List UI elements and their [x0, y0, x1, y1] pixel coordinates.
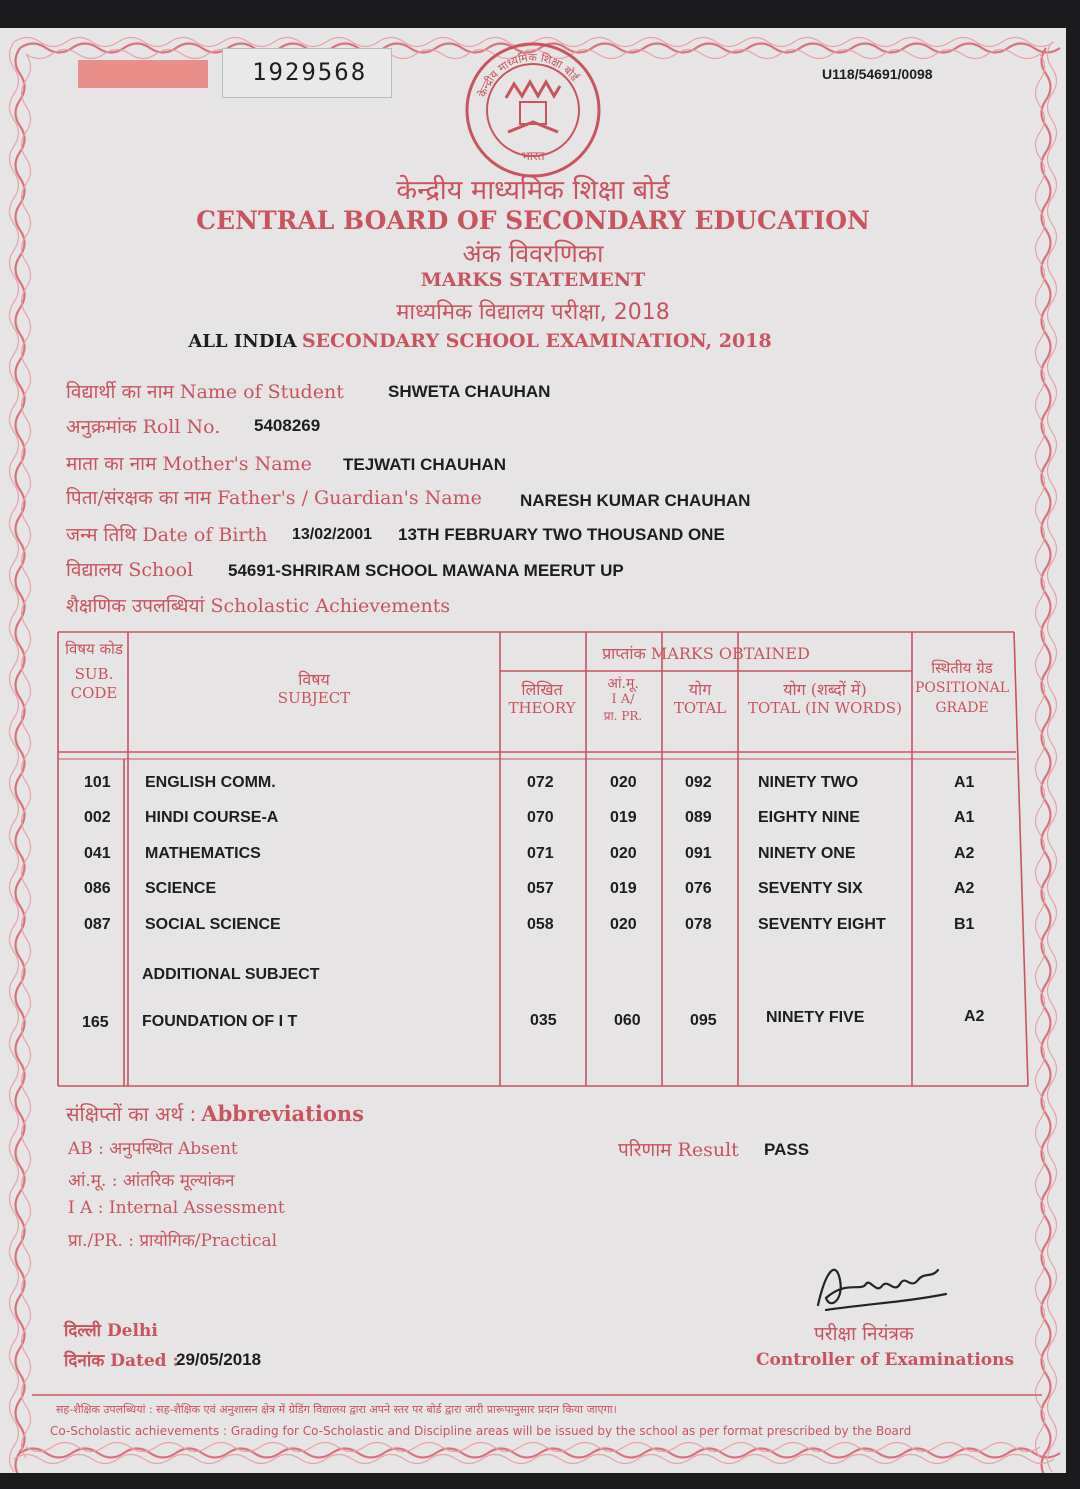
board-name-english: CENTRAL BOARD OF SECONDARY EDUCATION — [196, 206, 870, 235]
exam-english: SECONDARY SCHOOL EXAMINATION, 2018 — [301, 330, 772, 352]
cell-code: 165 — [82, 1014, 109, 1031]
cell-subject: ENGLISH COMM. — [145, 774, 276, 791]
header-words-hi: योग (शब्दों में) — [783, 680, 867, 699]
cell-ia: 020 — [610, 774, 637, 791]
cell-subject: MATHEMATICS — [145, 845, 261, 862]
cell-ia: 019 — [610, 809, 637, 826]
mother-name: TEJWATI CHAUHAN — [343, 455, 507, 474]
header-total — [662, 680, 738, 718]
dob-words: 13TH FEBRUARY TWO THOUSAND ONE — [398, 525, 725, 544]
controller-hindi: परीक्षा नियंत्रक — [814, 1323, 914, 1345]
cell-total: 095 — [690, 1012, 717, 1029]
header-sub-code — [60, 640, 128, 703]
abbr-title-en: Abbreviations — [201, 1101, 364, 1126]
student-name: SHWETA CHAUHAN — [388, 382, 551, 401]
cell-code: 041 — [84, 845, 111, 862]
cell-grade: B1 — [954, 916, 975, 933]
note-hindi: सह-शैक्षिक उपलब्धियां : सह-शैक्षिक एवं अनुशासन क्षेत्र में ग्रेडिंग विद्यालय द्वारा अपने स्तर पर बोर्ड द्वारा जारी प्रारूपानुसार प्रदान किया जाएगा। — [56, 1403, 617, 1416]
header-positional-grade — [912, 658, 1012, 718]
doc-title-english: MARKS STATEMENT — [420, 269, 646, 291]
cell-grade: A1 — [954, 809, 975, 826]
cell-total: 092 — [685, 774, 712, 791]
abbr-ia-hindi: आं.मू. : आंतरिक मूल्यांकन — [68, 1171, 235, 1191]
header-ia-pr: प्रा. PR. — [603, 709, 643, 723]
cell-subject: HINDI COURSE-A — [145, 809, 279, 826]
cell-total: 076 — [685, 880, 712, 897]
header-subject — [130, 670, 498, 708]
school-label: विद्यालय School — [66, 559, 194, 581]
abbr-internal-assessment: I A : Internal Assessment — [68, 1198, 285, 1218]
header-marks-obtained: प्राप्तांक MARKS OBTAINED — [602, 644, 810, 663]
cell-ia: 020 — [610, 916, 637, 933]
cell-words: SEVENTY EIGHT — [758, 916, 886, 933]
cell-words: EIGHTY NINE — [758, 809, 860, 826]
cell-code: 101 — [84, 774, 111, 791]
scholastic-label: शैक्षणिक उपलब्धियां Scholastic Achievements — [66, 595, 451, 617]
cell-total: 091 — [685, 845, 712, 862]
header-total-words — [738, 680, 912, 718]
header-theory-en: THEORY — [508, 699, 576, 717]
controller-signature — [806, 1250, 956, 1320]
cell-words: NINETY FIVE — [766, 1009, 865, 1026]
cell-words: SEVENTY SIX — [758, 880, 863, 897]
footer-divider — [32, 1394, 1042, 1396]
dob-label: जन्म तिथि Date of Birth — [66, 524, 268, 546]
abbr-absent: AB : अनुपस्थित Absent — [68, 1139, 238, 1159]
cell-code: 002 — [84, 809, 111, 826]
cell-theory: 058 — [527, 916, 554, 933]
header-ia — [585, 676, 661, 724]
header-ia-hi: आं.मू. — [607, 676, 639, 692]
logo-text-mid: भारत — [521, 149, 545, 163]
board-name-hindi: केन्द्रीय माध्यमिक शिक्षा बोर्ड — [396, 175, 670, 206]
additional-subject-label: ADDITIONAL SUBJECT — [142, 966, 320, 983]
header-grade-en2: GRADE — [935, 700, 989, 716]
cell-total: 089 — [685, 809, 712, 826]
exam-prefix: ALL INDIA — [188, 331, 297, 352]
cell-code: 086 — [84, 880, 111, 897]
header-code-hi: विषय कोड — [65, 640, 123, 658]
serial-number: 1929568 — [252, 58, 368, 86]
doc-title-hindi: अंक विवरणिका — [462, 239, 604, 268]
cell-total: 078 — [685, 916, 712, 933]
header-code-en2: CODE — [70, 684, 118, 702]
header-code-en1: SUB. — [74, 665, 114, 683]
header-theory-hi: लिखित — [521, 680, 563, 699]
school-value: 54691-SHRIRAM SCHOOL MAWANA MEERUT UP — [228, 561, 624, 580]
header-ia-en: I A/ — [611, 692, 635, 707]
cell-theory: 070 — [527, 809, 554, 826]
header-theory — [500, 680, 584, 718]
cell-ia: 060 — [614, 1012, 641, 1029]
father-name: NARESH KUMAR CHAUHAN — [520, 491, 751, 510]
abbr-title-hi: संक्षिप्तों का अर्थ : — [66, 1102, 197, 1126]
roll-label: अनुक्रमांक Roll No. — [66, 416, 221, 438]
header-subject-hi: विषय — [298, 670, 330, 689]
abbr-practical: प्रा./PR. : प्रायोगिक/Practical — [68, 1231, 278, 1251]
cell-theory: 072 — [527, 774, 554, 791]
certificate-code: U118/54691/0098 — [822, 66, 933, 82]
cell-theory: 071 — [527, 845, 554, 862]
controller-english: Controller of Examinations — [756, 1350, 1015, 1370]
cell-code: 087 — [84, 916, 111, 933]
exam-hindi: माध्यमिक विद्यालय परीक्षा, 2018 — [396, 300, 670, 325]
cell-theory: 057 — [527, 880, 554, 897]
marks-statement-paper — [0, 28, 1066, 1473]
cell-subject: SCIENCE — [145, 880, 217, 897]
table-rule — [1014, 632, 1028, 1086]
cell-grade: A2 — [954, 845, 975, 862]
cell-ia: 019 — [610, 880, 637, 897]
logo-text-top: केन्द्रीय माध्यमिक शिक्षा बोर्ड — [475, 50, 581, 99]
dated-label: दिनांक Dated : — [64, 1351, 179, 1371]
header-total-hi: योग — [688, 680, 712, 699]
dated-value: 29/05/2018 — [176, 1350, 262, 1369]
abbreviations-title — [66, 1100, 364, 1127]
cell-words: NINETY TWO — [758, 774, 859, 791]
cell-subject: FOUNDATION OF I T — [142, 1013, 298, 1030]
header-grade-hi: स्थितीय ग्रेड — [931, 659, 993, 677]
name-label: विद्यार्थी का नाम Name of Student — [66, 381, 344, 403]
result-value: PASS — [764, 1140, 810, 1159]
roll-number: 5408269 — [254, 416, 321, 435]
note-english: Co-Scholastic achievements : Grading for Co-Scholastic and Discipline areas will be issued by the school as per format prescribed by the Board — [50, 1424, 912, 1438]
mother-label: माता का नाम Mother's Name — [66, 453, 312, 475]
cell-grade: A1 — [954, 774, 975, 791]
header-subject-en: SUBJECT — [277, 689, 351, 707]
cell-grade: A2 — [954, 880, 975, 897]
cell-subject: SOCIAL SCIENCE — [145, 916, 281, 933]
dob-value: 13/02/2001 — [292, 526, 373, 543]
cell-words: NINETY ONE — [758, 845, 856, 862]
header-total-en: TOTAL — [673, 699, 727, 717]
header-grade-en1: POSITIONAL — [914, 680, 1010, 696]
cell-grade: A2 — [964, 1008, 985, 1025]
cell-ia: 020 — [610, 845, 637, 862]
father-label: पिता/संरक्षक का नाम Father's / Guardian's Name — [66, 487, 482, 509]
place: दिल्ली Delhi — [64, 1321, 158, 1341]
cell-theory: 035 — [530, 1012, 557, 1029]
header-words-en: TOTAL (IN WORDS) — [748, 699, 902, 717]
result-label: परिणाम Result — [618, 1139, 739, 1161]
